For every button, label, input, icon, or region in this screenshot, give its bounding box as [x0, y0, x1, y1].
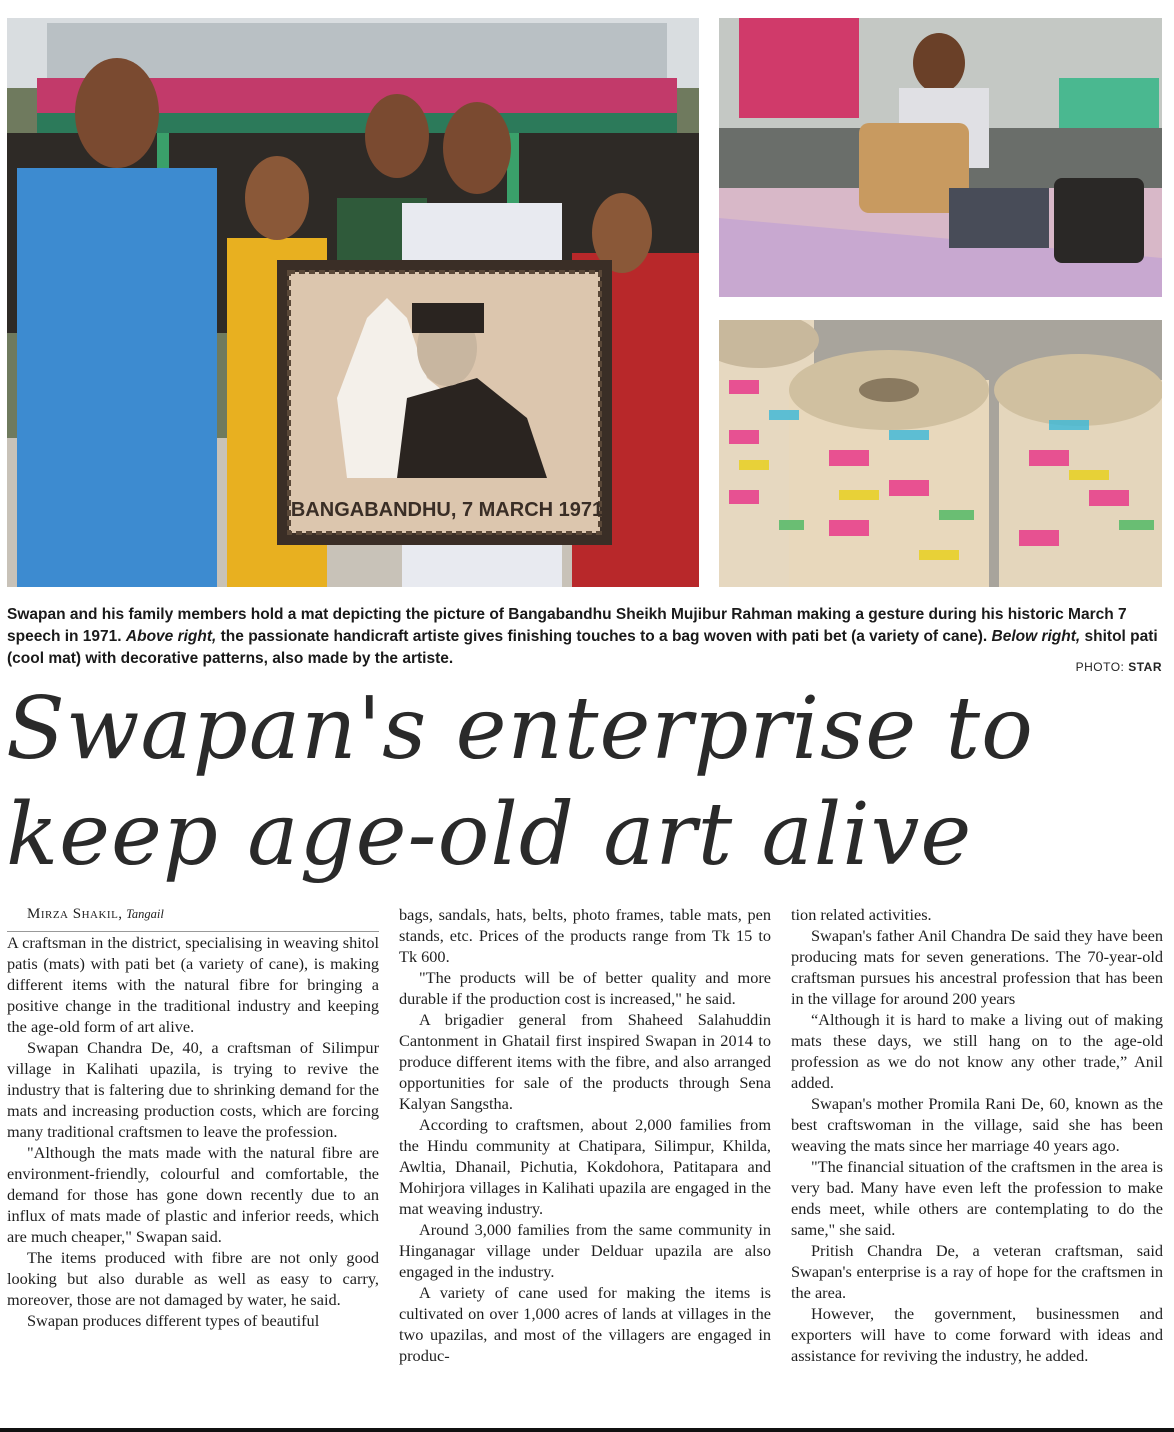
paragraph: “Although it is hard to make a living out of making mats these days, we still hang on to the age-old profession as we do not know any other trade,” Anil added.	[791, 1010, 1163, 1092]
byline-author: Mirza Shakil,	[27, 906, 123, 922]
paragraph: However, the government, businessmen and exporters will have to come forward with ideas and assistance for reviving the industry, he added.	[791, 1304, 1163, 1365]
bottom-rule	[0, 1428, 1174, 1432]
photo-credit	[1076, 660, 1162, 674]
caption-text-3: shitol pati (cool mat) with decorative patterns, also made by the artiste.	[7, 628, 1158, 667]
paragraph: "Although the mats made with the natural fibre are environment-friendly, colourful and comfortable, the demand for those has gone down recently due to an influx of mats made of plastic and inferior reeds, which are much cheaper," Swapan said.	[7, 1143, 379, 1246]
credit-prefix: PHOTO:	[1075, 660, 1129, 674]
article-column-2	[399, 904, 771, 1366]
caption-text-2: the passionate handicraft artiste gives finishing touches to a bag woven with pati bet (a variety of cane).	[216, 628, 992, 645]
main-photo-family-with-mat	[7, 18, 699, 587]
paragraph: "The financial situation of the craftsmen in the area is very bad. Many have even left the profession to make ends meet, while others are contemplating to do the same," she said.	[791, 1157, 1163, 1239]
paragraph: bags, sandals, hats, belts, photo frames, table mats, pen stands, etc. Prices of the products range from Tk 15 to Tk 600.	[399, 905, 771, 966]
paragraph: Swapan produces different types of beautiful	[27, 1311, 320, 1330]
paragraph: The items produced with fibre are not only good looking but also durable as well as easy to carry, moreover, those are not damaged by water, he said.	[7, 1248, 379, 1309]
caption-above-right: Above right,	[125, 628, 217, 645]
photo-caption	[7, 604, 1165, 670]
article-column-1	[7, 904, 379, 1331]
credit-source: STAR	[1128, 660, 1162, 674]
paragraph: Around 3,000 families from the same community in Hinganagar village under Delduar upazila are also engaged in the industry.	[399, 1220, 771, 1281]
paragraph: Swapan's father Anil Chandra De said they have been producing mats for seven generations. The 70-year-old craftsman pursues his ancestral profession that has been in the village for around 200 years	[791, 926, 1163, 1008]
caption-text-1: Swapan and his family members hold a mat depicting the picture of Bangabandhu Sheikh Mujibur Rahman making a gesture during his historic March 7 speech in 1971.	[7, 606, 1127, 645]
paragraph: A variety of cane used for making the items is cultivated on over 1,000 acres of lands at villages in the two upazilas, and most of the villagers are engaged in produc-	[399, 1283, 771, 1365]
byline	[7, 904, 379, 932]
paragraph: "The products will be of better quality and more durable if the production cost is increased," he said.	[399, 968, 771, 1008]
paragraph: A brigadier general from Shaheed Salahuddin Cantonment in Ghatail first inspired Swapan in 2014 to produce different items with the fibre, and also arranged opportunities for sale of the products through Sena Kalyan Sangstha.	[399, 1010, 771, 1113]
photo-artiste-with-bag	[719, 18, 1162, 297]
caption-below-right: Below right,	[991, 628, 1081, 645]
paragraph: tion related activities.	[791, 905, 932, 924]
byline-place: Tangail	[126, 907, 164, 921]
mat-inscription: BANGABANDHU, 7 MARCH 1971	[290, 499, 604, 521]
headline: Swapan's enterprise to keep age-old art alive	[6, 679, 1034, 885]
paragraph: Swapan's mother Promila Rani De, 60, known as the best craftswoman in the village, said she has been weaving the mats since her marriage 40 years ago.	[791, 1094, 1163, 1155]
paragraph: A craftsman in the district, specialising in weaving shitol patis (mats) with pati bet (a variety of cane), is making different items with the natural fibre for bringing a positive change in the traditional industry and keeping the age-old form of art alive.	[7, 933, 379, 1036]
paragraph: Swapan Chandra De, 40, a craftsman of Silimpur village in Kalihati upazila, is trying to revive the industry that is faltering due to shrinking demand for the mats and increasing production costs, which are forcing many traditional craftsmen to leave the profession.	[7, 1038, 379, 1141]
article-column-3	[791, 904, 1163, 1366]
paragraph: Pritish Chandra De, a veteran craftsman, said Swapan's enterprise is a ray of hope for the craftsmen in the area.	[791, 1241, 1163, 1302]
paragraph: According to craftsmen, about 2,000 families from the Hindu community at Chatipara, Silimpur, Khilda, Awltia, Dhanail, Pichutia, Kokdohora, Patitapara and Mohirjora villages in Kalihati upazila are engaged in the mat weaving industry.	[399, 1115, 771, 1218]
photo-rolled-mats	[719, 320, 1162, 587]
